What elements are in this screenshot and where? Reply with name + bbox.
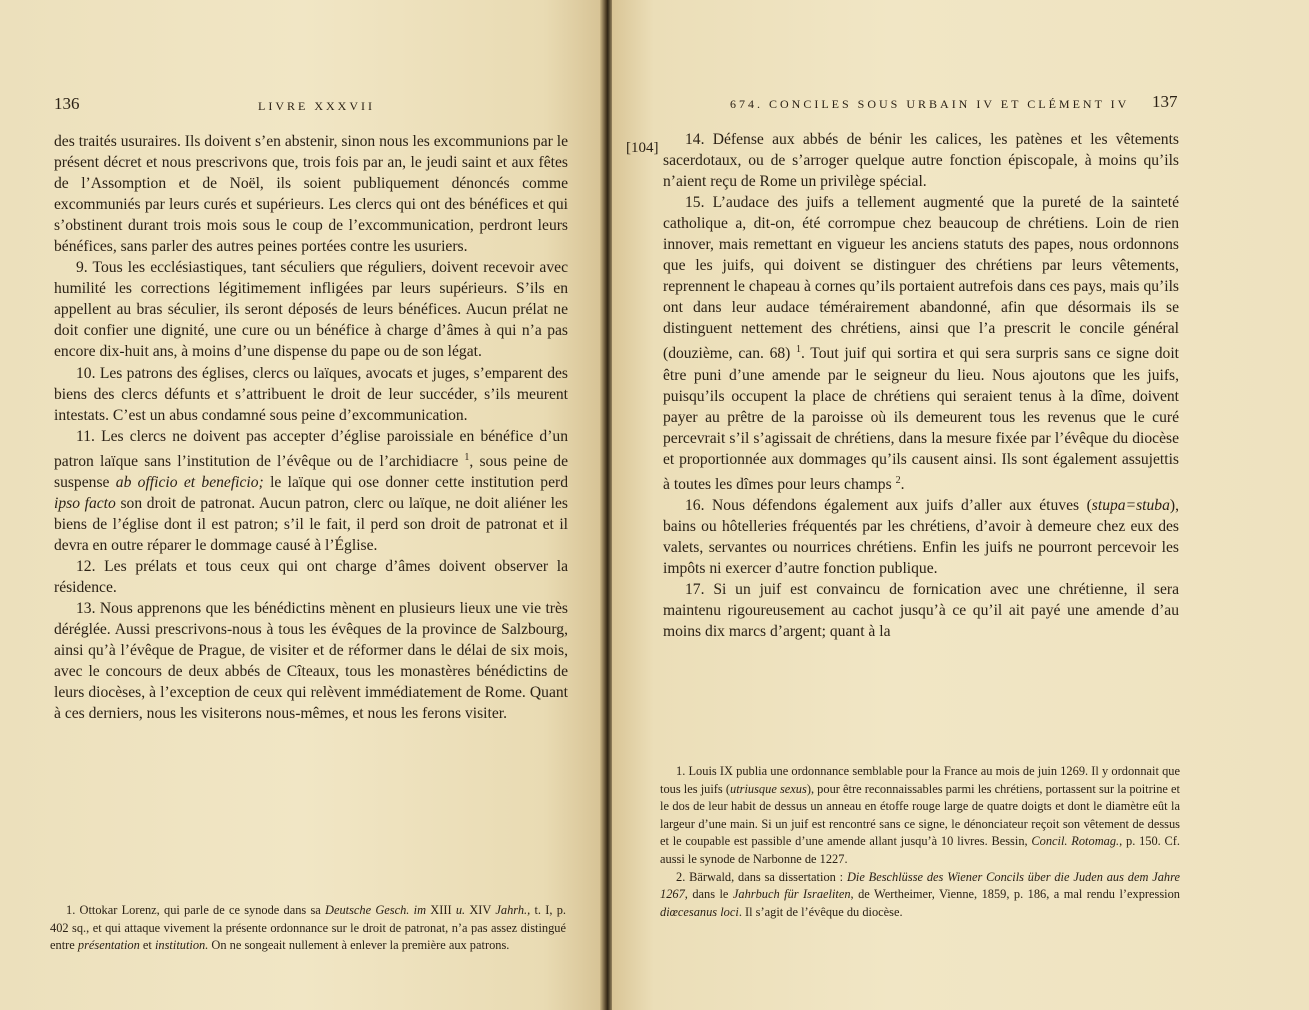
footnotes bbox=[50, 902, 566, 955]
footnote-ref: 2 bbox=[895, 474, 901, 486]
paragraph-12: 12. Les prélats et tous ceux qui ont charge d’âmes doivent observer la résidence. bbox=[54, 558, 568, 597]
paragraph-9: 9. Tous les ecclésiastiques, tant séculiers que réguliers, doivent recevoir avec humilité les corrections légitimement infligées par leurs supérieurs. S’ils en appellent au bras séculier, ils seront déposés de leurs bénéfices. Aucun prélat ne doit confier une dignité, une cure ou un bénéfice à charge d’âmes à qui n’a pas encore dix-huit ans, à moins d’une dispense du pape ou de son légat. bbox=[54, 259, 568, 361]
page-number: 137 bbox=[1152, 92, 1178, 111]
right-page bbox=[612, 0, 1309, 1010]
footnote: 2. Bärwald, dans sa dissertation : Die Beschlüsse des Wiener Concils über die Juden aus dem Jahre 1267, dans le Jahrbuch für Israeliten, de Wertheimer, Vienne, 1859, p. 186, a mal rendu l’expression diœcesanus loci. Il s’agit de l’évêque du diocèse. bbox=[660, 869, 1181, 919]
paragraph-11: 11. Les clercs ne doivent pas accepter d’église paroissiale en bénéfice d’un patron laïque sans l’institution de l’évêque ou de l’archidiacre $^1$, sous peine de suspense ab officio et beneficio; le laïque qui ose donner cette institution perd ipso facto son droit de patronat. Aucun patron, clerc ou laïque, ne doit aliéner les biens de l’église dont il est patron; s’il le fait, il perd son droit de patronat et il devra en outre réparer le dommage causé à l’Église. bbox=[54, 427, 569, 555]
running-head: 674. CONCILES SOUS URBAIN IV ET CLÉMENT IV bbox=[730, 97, 1130, 111]
footnote-ref: 1 bbox=[796, 344, 802, 356]
footnote: 1. Ottokar Lorenz, qui parle de ce synode dans sa Deutsche Gesch. im XIII u. XIV Jahrh., t. I, p. 402 sq., et qui attaque vivement la présente ordonnance sur le droit de patronat, n’a pas assez distingué entre présentation et institution. On ne songeait nullement à enlever la première aux patrons. bbox=[50, 903, 567, 953]
paragraph-16: 16. Nous défendons également aux juifs d’aller aux étuves (stupa=stuba), bains ou hôtelleries fréquentés par les chrétiens, d’avoir à demeure chez eux des valets, servantes ou nourrices chrétiens. Enfin les juifs ne pourront percevoir les impôts ni exercer d’autre fonction publique. bbox=[663, 497, 1179, 578]
paragraph-13: 13. Nous apprenons que les bénédictins mènent en plusieurs lieux une vie très déréglée. Aussi prescrivons-nous à tous les évêques de la province de Salzbourg, ainsi qu’à l’évêque de Prague, de visiter et de réformer dans le délai de six mois, avec le concours de deux abbés de Cîteaux, tous les monastères bénédictins de leurs diocèses, à l’exception de ceux qui relèvent immédiatement de Rome. Quant à ces derniers, nous les visiterons nous-mêmes, et nous les ferons visiter. bbox=[54, 600, 568, 723]
paragraph-14: 14. Défense aux abbés de bénir les calices, les patènes et les vêtements sacerdotaux, ou de s’arroger quelque autre fonction épiscopale, à moins qu’ils n’aient reçu de Rome un privilège spécial. bbox=[663, 131, 1179, 191]
page-number: 136 bbox=[54, 94, 80, 113]
footnotes bbox=[660, 763, 1180, 921]
footnote-ref: 1 bbox=[464, 451, 470, 463]
paragraph-10: 10. Les patrons des églises, clercs ou laïques, avocats et juges, s’emparent des biens des clercs défunts et s’attribuent le droit de leur succéder, s’ils meurent intestats. C’est un abus condamné sous peine d’excommunication. bbox=[54, 364, 568, 424]
paragraph: des traités usuraires. Ils doivent s’en abstenir, sinon nous les excommunions par le présent décret et nous prescrivons que, trois fois par an, le jeudi saint et aux fêtes de l’Assomption et de Noël, ils soient publiquement dénoncés comme excommuniés par leurs curés et supérieurs. Les clercs qui ont des bénéfices et qui s’obstinent durant trois mois sous le coup de l’excommunication, perdront leurs bénéfices, sans parler des autres peines portées contre les usuriers. bbox=[54, 133, 568, 256]
running-head: LIVRE XXXVII bbox=[258, 99, 375, 113]
footnote: 1. Louis IX publia une ordonnance semblable pour la France au mois de juin 1269. Il y ordonnait que tous les juifs (utriusque sexus), pour être reconnaissables parmi les chrétiens, portassent sur la poitrine et le dos de leur habit de dessus un anneau en étoffe rouge large de quatre doigts et dont le diamètre eût la largeur d’une main. Si un juif est rencontré sans ce signe, le dénonciateur reçoit son vêtement de dessus et le coupable est passible d’une amende allant jusqu’à 10 livres. Bessin, Concil. Rotomag., p. 150. Cf. aussi le synode de Narbonne de 1227. bbox=[660, 764, 1181, 866]
paragraph-17: 17. Si un juif est convaincu de fornication avec une chrétienne, il sera maintenu rigoureusement au cachot jusqu’à ce qu’il ait payé une amende d’au moins dix marcs d’argent; quant à la bbox=[663, 581, 1179, 641]
left-page bbox=[0, 0, 604, 1010]
main-text bbox=[663, 129, 1179, 643]
main-text bbox=[54, 131, 568, 725]
margin-number: [104] bbox=[626, 140, 659, 156]
paragraph-15: 15. L’audace des juifs a tellement augmenté que la pureté de la sainteté catholique a, dit-on, été corrompue chez beaucoup de chrétiens. Loin de rien innover, mais remettant en vigueur les anciens statuts des papes, nous ordonnons que les juifs, qui doivent se distinguer des chrétiens par leurs vêtements, reprennent le chapeau à cornes qu’ils portaient autrefois dans ces pays, mais qu’ils ont dans leur audace témérairement abandonné, afin que désormais ils se distinguent nettement des chrétiens, ainsi que l’a prescrit le concile général (douzième, can. 68) $^1$. Tout juif qui sortira et qui sera surpris sans ce signe doit être puni d’une amende par le seigneur du lieu. Nous ajoutons que les juifs, puisqu’ils occupent la place de chrétiens qui seraient tenus à la dîme, doivent payer au prêtre de la paroisse où ils demeurent tous les revenus que le curé percevrait s’il s’agissait de chrétiens, dans la mesure fixée par l’évêque du diocèse et proportionnée aux dommages qu’ils causent ainsi. Ils sont également assujettis à toutes les dîmes pour leurs champs $^2$. bbox=[663, 194, 1179, 494]
